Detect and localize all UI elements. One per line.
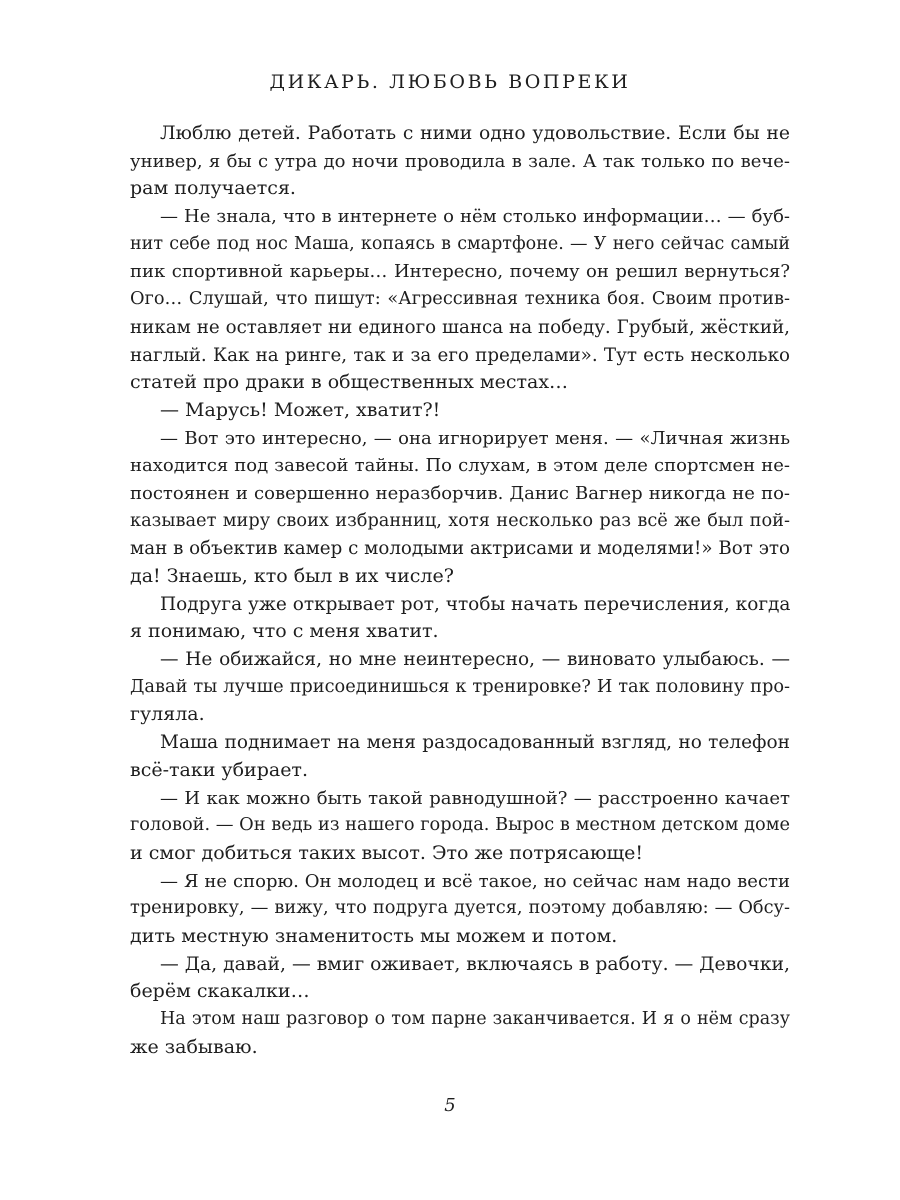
text-line: же забываю. <box>130 1035 258 1058</box>
text-line: — Марусь! Может, хватит?! <box>160 398 441 421</box>
text-line: всё-таки убирает. <box>130 758 308 781</box>
text-line: и смог добиться таких высот. Это же потрясающе! <box>130 841 644 864</box>
text-line: находится под завесой тайны. По слухам, в этом деле спортсмен не- <box>130 455 790 477</box>
text-line: я понимаю, что с меня хватит. <box>130 620 439 643</box>
text-line: — Не обижайся, но мне неинтересно, — виновато улыбаюсь. — <box>160 649 790 671</box>
text-line: рам получается. <box>130 177 296 200</box>
text-line: — И как можно быть такой равнодушной? — расстроенно качает <box>160 787 790 809</box>
text-line: да! Знаешь, кто был в их числе? <box>130 565 454 587</box>
text-line: — Не знала, что в интернете о нём столько информации… — буб- <box>160 206 790 228</box>
text-line: дить местную знаменитость мы можем и потом. <box>130 924 618 947</box>
text-line: — Я не спорю. Он молодец и всё такое, но сейчас нам надо вести <box>160 870 790 892</box>
running-head: ДИКАРЬ. ЛЮБОВЬ ВОПРЕКИ <box>269 71 631 93</box>
text-line: постоянен и совершенно неразборчив. Данис Вагнер никогда не по- <box>130 482 790 504</box>
text-line: пик спортивной карьеры… Интересно, почему он решил вернуться? <box>130 261 790 283</box>
text-line: нит себе под нос Маша, копаясь в смартфоне. — У него сейчас самый <box>130 233 790 254</box>
text-line: Давай ты лучше присоединишься к тренировке? И так половину про- <box>130 676 790 697</box>
text-line: универ, я бы с утра до ночи проводила в зале. А так только по вече- <box>130 150 790 172</box>
text-line: — Вот это интересно, — она игнорирует меня. — «Личная жизнь <box>160 427 790 449</box>
text-line: Люблю детей. Работать с ними одно удовольствие. Если бы не <box>160 123 790 144</box>
text-line: На этом наш разговор о том парне заканчивается. И я о нём сразу <box>160 1009 790 1029</box>
text-line: — Да, давай, — вмиг оживает, включаясь в работу. — Девочки, <box>160 953 790 975</box>
text-line: никам не оставляет ни единого шанса на победу. Грубый, жёсткий, <box>130 316 790 338</box>
body-text <box>130 120 790 1061</box>
text-line: головой. — Он ведь из нашего города. Вырос в местном детском доме <box>130 815 790 836</box>
text-line: казывает миру своих избранниц, хотя несколько раз всё же был пой- <box>130 510 790 531</box>
text-line: статей про драки в общественных местах… <box>130 371 569 394</box>
text-line: наглый. Как на ринге, так и за его пределами». Тут есть несколько <box>130 344 790 366</box>
text-line: Ого… Слушай, что пишут: «Агрессивная техника боя. Своим против- <box>130 289 790 310</box>
page-number: 5 <box>444 1095 456 1116</box>
text-line: ман в объектив камер с молодыми актрисами и моделями!» Вот это <box>130 538 790 560</box>
text-line: берём скакалки… <box>130 980 310 1003</box>
text-line: гуляла. <box>130 703 205 726</box>
text-line: Подруга уже открывает рот, чтобы начать перечисления, когда <box>160 593 791 615</box>
text-line: Маша поднимает на меня раздосадованный взгляд, но телефон <box>160 732 790 754</box>
text-line: тренировку, — вижу, что подруга дуется, поэтому добавляю: — Обсу- <box>130 898 790 919</box>
